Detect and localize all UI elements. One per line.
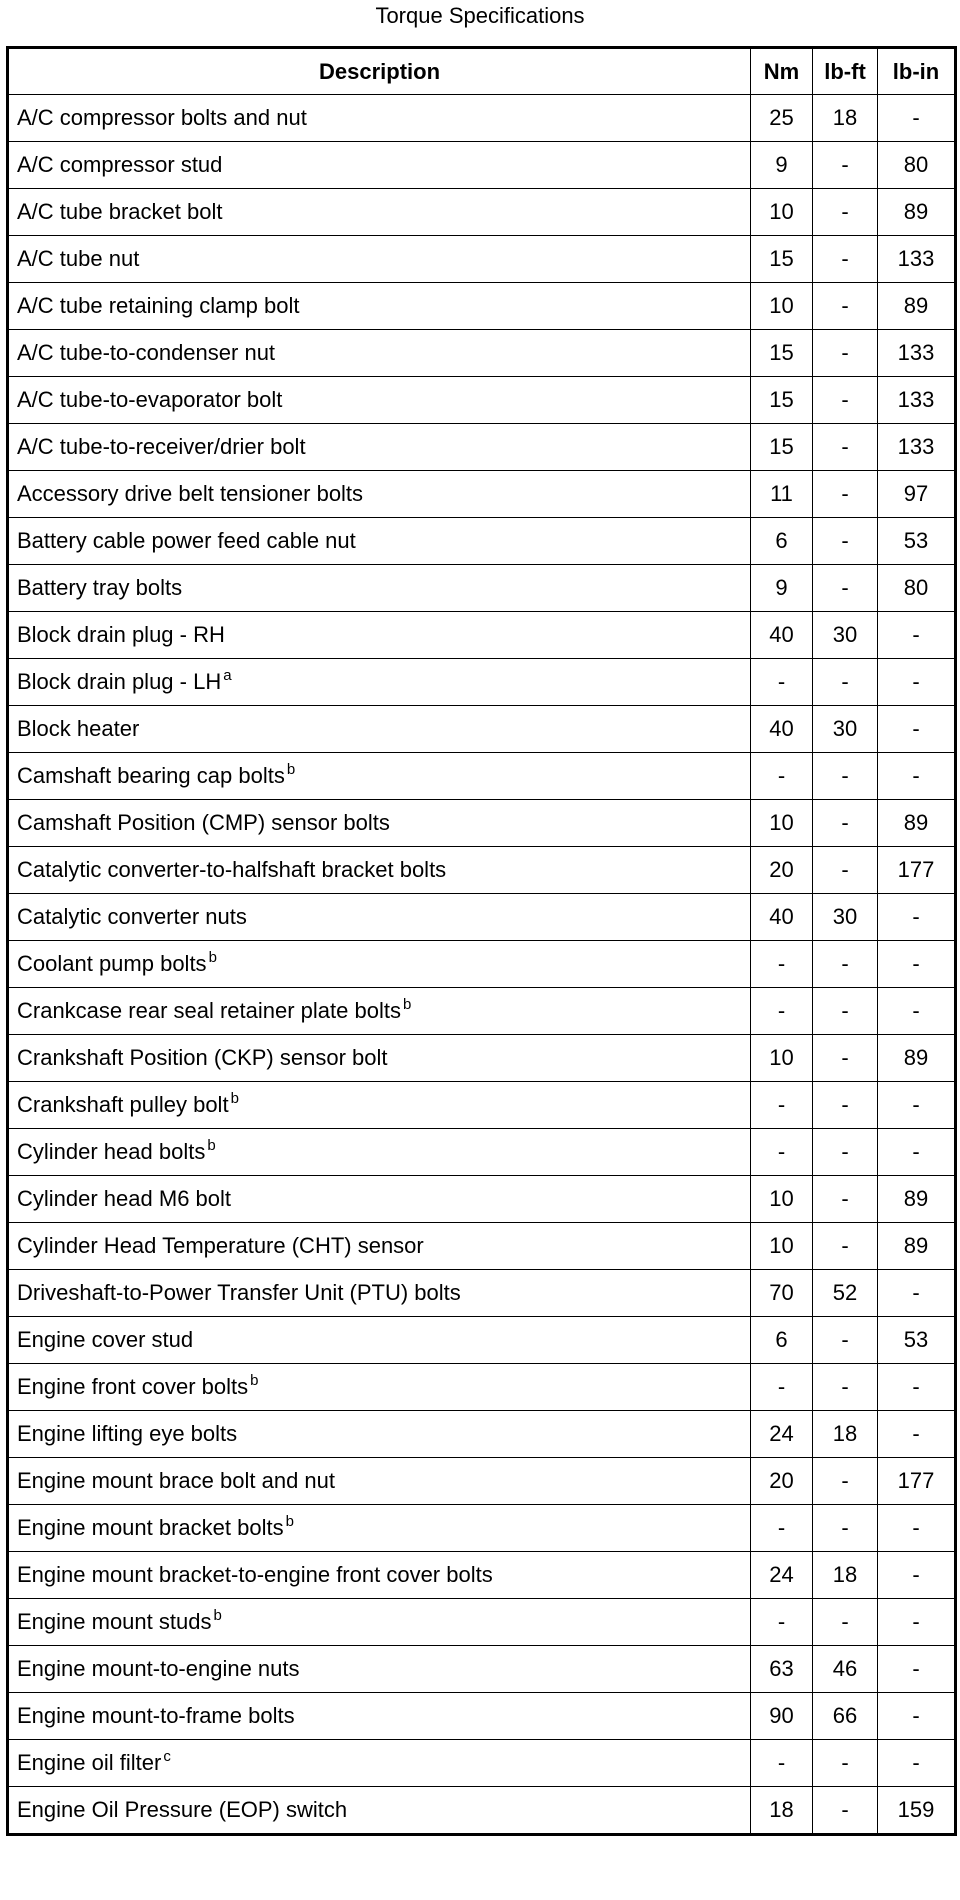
table-row (8, 1505, 956, 1552)
row-lbin: - (878, 1599, 956, 1646)
table-caption: Torque Specifications (375, 3, 585, 28)
row-lbft: - (813, 1505, 878, 1552)
row-nm: 25 (751, 95, 813, 142)
row-lbft: - (813, 377, 878, 424)
row-lbft: - (813, 1599, 878, 1646)
description-text: A/C tube-to-receiver/drier bolt (17, 434, 306, 459)
row-description (8, 518, 751, 565)
row-lbin: - (878, 95, 956, 142)
row-nm: - (751, 753, 813, 800)
description-text: Engine mount-to-engine nuts (17, 1656, 300, 1681)
row-nm: - (751, 941, 813, 988)
row-lbft: - (813, 988, 878, 1035)
row-description (8, 800, 751, 847)
header-nm: Nm (751, 48, 813, 95)
row-description (8, 612, 751, 659)
footnote-marker: b (402, 996, 412, 1013)
row-lbft: 66 (813, 1693, 878, 1740)
row-lbin: - (878, 1270, 956, 1317)
row-description (8, 1552, 751, 1599)
description-text: Cylinder head bolts (17, 1139, 206, 1164)
row-description (8, 95, 751, 142)
description-text: A/C compressor stud (17, 152, 223, 177)
row-lbft: - (813, 659, 878, 706)
row-lbft: - (813, 941, 878, 988)
row-nm: 9 (751, 142, 813, 189)
row-lbft: 18 (813, 1411, 878, 1458)
description-text: Engine mount studs (17, 1609, 212, 1634)
description-text: A/C compressor bolts and nut (17, 105, 307, 130)
row-description (8, 1082, 751, 1129)
row-lbin: 133 (878, 236, 956, 283)
description-text: Engine mount bracket bolts (17, 1515, 284, 1540)
row-nm: 24 (751, 1411, 813, 1458)
table-row (8, 894, 956, 941)
row-lbin: 133 (878, 424, 956, 471)
row-lbft: - (813, 142, 878, 189)
row-nm: 90 (751, 1693, 813, 1740)
description-text: Driveshaft-to-Power Transfer Unit (PTU) bolts (17, 1280, 461, 1305)
table-row (8, 1552, 956, 1599)
table-row (8, 236, 956, 283)
row-description (8, 1411, 751, 1458)
row-lbin: 159 (878, 1787, 956, 1835)
table-body (8, 95, 956, 1835)
row-lbin: - (878, 1646, 956, 1693)
row-nm: 6 (751, 518, 813, 565)
row-nm: - (751, 1505, 813, 1552)
row-lbft: - (813, 565, 878, 612)
description-text: Engine lifting eye bolts (17, 1421, 238, 1446)
row-lbft: 52 (813, 1270, 878, 1317)
description-text: Block drain plug - LH (17, 669, 222, 694)
row-lbin: - (878, 612, 956, 659)
row-lbft: 18 (813, 1552, 878, 1599)
table-row (8, 1411, 956, 1458)
description-text: Engine mount bracket-to-engine front cover bolts (17, 1562, 493, 1587)
description-text: Engine Oil Pressure (EOP) switch (17, 1797, 348, 1822)
row-lbft: - (813, 283, 878, 330)
table-row (8, 1082, 956, 1129)
row-nm: 15 (751, 236, 813, 283)
row-description (8, 283, 751, 330)
row-description (8, 1035, 751, 1082)
description-text: A/C tube-to-evaporator bolt (17, 387, 283, 412)
description-text: Battery cable power feed cable nut (17, 528, 356, 553)
table-row (8, 1599, 956, 1646)
row-nm: 10 (751, 189, 813, 236)
row-description (8, 1599, 751, 1646)
table-row (8, 377, 956, 424)
table-row (8, 330, 956, 377)
row-lbft: - (813, 471, 878, 518)
row-lbin: - (878, 1129, 956, 1176)
row-lbft: - (813, 1458, 878, 1505)
row-lbin: 89 (878, 283, 956, 330)
row-nm: 10 (751, 800, 813, 847)
row-lbft: - (813, 1035, 878, 1082)
row-nm: - (751, 1740, 813, 1787)
row-lbft: 30 (813, 612, 878, 659)
row-description (8, 565, 751, 612)
row-lbft: - (813, 518, 878, 565)
row-lbin: - (878, 1364, 956, 1411)
row-description (8, 1223, 751, 1270)
footnote-marker: b (208, 949, 217, 966)
row-nm: 70 (751, 1270, 813, 1317)
row-lbft: - (813, 236, 878, 283)
table-row (8, 95, 956, 142)
row-lbin: 97 (878, 471, 956, 518)
row-lbft: - (813, 330, 878, 377)
row-description (8, 1364, 751, 1411)
row-lbin: - (878, 706, 956, 753)
description-text: Block heater (17, 716, 140, 741)
row-lbin: 177 (878, 1458, 956, 1505)
row-lbin: 53 (878, 1317, 956, 1364)
table-row (8, 612, 956, 659)
description-text: A/C tube retaining clamp bolt (17, 293, 300, 318)
footnote-marker: b (230, 1090, 239, 1107)
description-text: Engine oil filter (17, 1750, 162, 1775)
footnote-marker: c (163, 1748, 171, 1765)
row-lbin: 89 (878, 1035, 956, 1082)
header-row (8, 48, 956, 95)
row-nm: 6 (751, 1317, 813, 1364)
footnote-marker: b (285, 1513, 294, 1530)
torque-spec-table (6, 46, 957, 1836)
header-lbin: lb-in (878, 48, 956, 95)
table-row (8, 1035, 956, 1082)
table-row (8, 1693, 956, 1740)
row-lbft: - (813, 1364, 878, 1411)
table-row (8, 424, 956, 471)
description-text: Engine front cover bolts (17, 1374, 249, 1399)
row-nm: - (751, 1082, 813, 1129)
row-nm: 18 (751, 1787, 813, 1835)
table-row (8, 1740, 956, 1787)
description-text: Engine cover stud (17, 1327, 194, 1352)
description-text: A/C tube nut (17, 246, 140, 271)
description-text: Engine mount-to-frame bolts (17, 1703, 295, 1728)
row-nm: 10 (751, 283, 813, 330)
row-description (8, 1693, 751, 1740)
table-row (8, 1270, 956, 1317)
footnote-marker: b (207, 1137, 216, 1154)
row-nm: 40 (751, 706, 813, 753)
row-description (8, 1317, 751, 1364)
row-description (8, 1646, 751, 1693)
row-lbin: - (878, 659, 956, 706)
row-lbft: - (813, 1740, 878, 1787)
table-row (8, 283, 956, 330)
description-text: Catalytic converter nuts (17, 904, 247, 929)
row-lbin: 80 (878, 142, 956, 189)
row-description (8, 1787, 751, 1835)
description-text: Crankshaft pulley bolt (17, 1092, 229, 1117)
row-lbft: - (813, 1787, 878, 1835)
row-nm: 15 (751, 330, 813, 377)
row-description (8, 330, 751, 377)
table-row (8, 1317, 956, 1364)
row-lbft: - (813, 1317, 878, 1364)
row-description (8, 847, 751, 894)
table-row (8, 988, 956, 1035)
row-lbin: 133 (878, 330, 956, 377)
row-lbft: - (813, 847, 878, 894)
row-nm: 10 (751, 1035, 813, 1082)
description-text: Crankshaft Position (CKP) sensor bolt (17, 1045, 388, 1070)
row-lbin: - (878, 941, 956, 988)
row-lbft: - (813, 1176, 878, 1223)
row-lbft: - (813, 1129, 878, 1176)
table-row (8, 659, 956, 706)
description-text: A/C tube-to-condenser nut (17, 340, 276, 365)
row-lbin: 89 (878, 800, 956, 847)
row-description (8, 142, 751, 189)
description-text: Catalytic converter-to-halfshaft bracket bolts (17, 857, 447, 882)
header-description: Description (8, 48, 751, 95)
row-lbin: 80 (878, 565, 956, 612)
row-nm: 24 (751, 1552, 813, 1599)
row-lbin: - (878, 1082, 956, 1129)
row-lbin: - (878, 1740, 956, 1787)
table-row (8, 1223, 956, 1270)
footnote-marker: b (213, 1607, 222, 1624)
row-description (8, 236, 751, 283)
row-description (8, 424, 751, 471)
row-nm: 9 (751, 565, 813, 612)
table-row (8, 1176, 956, 1223)
header-lbft: lb-ft (813, 48, 878, 95)
row-lbin: 89 (878, 1223, 956, 1270)
row-nm: 40 (751, 894, 813, 941)
row-description (8, 941, 751, 988)
table-row (8, 189, 956, 236)
row-lbin: - (878, 988, 956, 1035)
table-row (8, 800, 956, 847)
row-lbin: - (878, 1693, 956, 1740)
row-nm: 11 (751, 471, 813, 518)
row-lbin: 89 (878, 1176, 956, 1223)
table-row (8, 1364, 956, 1411)
description-text: A/C tube bracket bolt (17, 199, 223, 224)
row-lbin: - (878, 1411, 956, 1458)
table-row (8, 941, 956, 988)
row-nm: - (751, 1129, 813, 1176)
row-lbft: - (813, 424, 878, 471)
table-row (8, 847, 956, 894)
row-lbin: - (878, 1552, 956, 1599)
description-text: Block drain plug - RH (17, 622, 225, 647)
table-row (8, 753, 956, 800)
description-text: Camshaft bearing cap bolts (17, 763, 285, 788)
row-lbin: 177 (878, 847, 956, 894)
row-lbin: - (878, 753, 956, 800)
description-text: Cylinder Head Temperature (CHT) sensor (17, 1233, 424, 1258)
row-lbft: - (813, 753, 878, 800)
row-nm: 10 (751, 1176, 813, 1223)
row-description (8, 659, 751, 706)
row-description (8, 1176, 751, 1223)
row-nm: - (751, 1599, 813, 1646)
footnote-marker: b (286, 761, 296, 778)
table-row (8, 471, 956, 518)
description-text: Cylinder head M6 bolt (17, 1186, 232, 1211)
description-text: Camshaft Position (CMP) sensor bolts (17, 810, 390, 835)
description-text: Engine mount brace bolt and nut (17, 1468, 336, 1493)
row-lbin: 53 (878, 518, 956, 565)
row-lbft: - (813, 1223, 878, 1270)
row-description (8, 471, 751, 518)
row-lbft: - (813, 800, 878, 847)
table-row (8, 706, 956, 753)
row-nm: - (751, 1364, 813, 1411)
row-description (8, 1505, 751, 1552)
row-description (8, 1740, 751, 1787)
row-lbin: 89 (878, 189, 956, 236)
row-nm: 20 (751, 1458, 813, 1505)
row-lbin: - (878, 1505, 956, 1552)
row-lbin: 133 (878, 377, 956, 424)
row-lbin: - (878, 894, 956, 941)
description-text: Crankcase rear seal retainer plate bolts (17, 998, 401, 1023)
row-lbft: 30 (813, 894, 878, 941)
row-description (8, 894, 751, 941)
row-nm: 15 (751, 424, 813, 471)
row-nm: - (751, 988, 813, 1035)
footnote-marker: b (250, 1372, 259, 1389)
row-lbft: - (813, 189, 878, 236)
table-row (8, 1458, 956, 1505)
footnote-marker: a (223, 667, 232, 684)
row-lbft: 30 (813, 706, 878, 753)
description-text: Battery tray bolts (17, 575, 183, 600)
row-description (8, 189, 751, 236)
row-nm: 63 (751, 1646, 813, 1693)
table-row (8, 1129, 956, 1176)
description-text: Coolant pump bolts (17, 951, 207, 976)
row-nm: - (751, 659, 813, 706)
table-row (8, 142, 956, 189)
table-row (8, 518, 956, 565)
row-nm: 20 (751, 847, 813, 894)
row-description (8, 753, 751, 800)
row-description (8, 706, 751, 753)
row-description (8, 988, 751, 1035)
row-description (8, 1270, 751, 1317)
row-nm: 10 (751, 1223, 813, 1270)
row-description (8, 1458, 751, 1505)
description-text: Accessory drive belt tensioner bolts (17, 481, 364, 506)
row-nm: 15 (751, 377, 813, 424)
table-row (8, 1787, 956, 1835)
row-lbft: - (813, 1082, 878, 1129)
row-lbft: 18 (813, 95, 878, 142)
table-row (8, 1646, 956, 1693)
row-lbft: 46 (813, 1646, 878, 1693)
row-description (8, 377, 751, 424)
row-nm: 40 (751, 612, 813, 659)
table-row (8, 565, 956, 612)
row-description (8, 1129, 751, 1176)
